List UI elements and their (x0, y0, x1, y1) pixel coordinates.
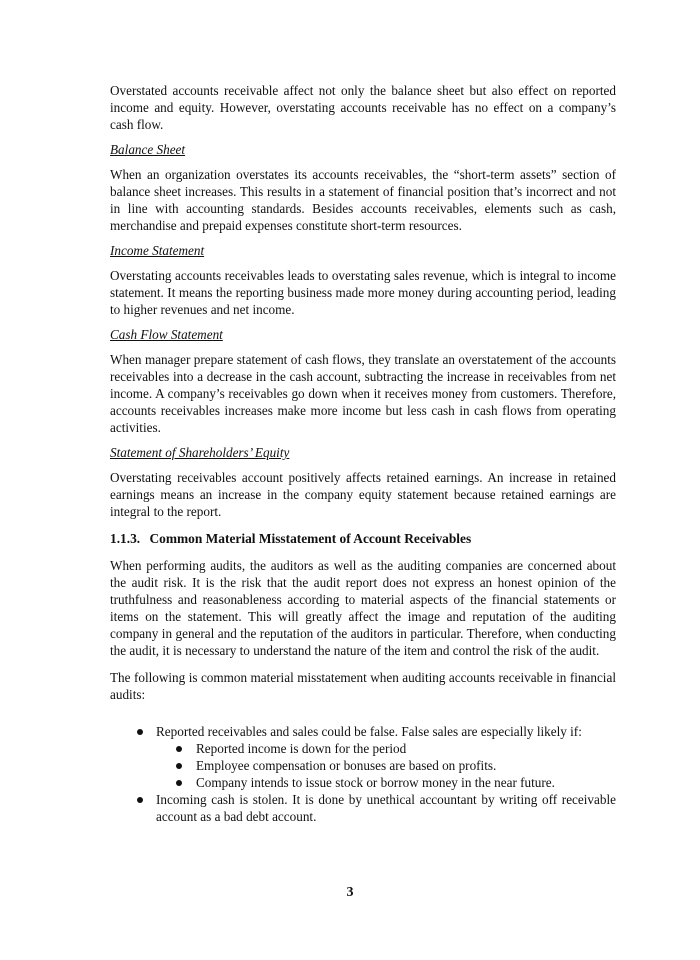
cash-flow-heading: Cash Flow Statement (110, 327, 223, 342)
list-item-text: Reported receivables and sales could be false. False sales are especially likely if: (156, 724, 582, 739)
sub-list-item (156, 774, 616, 791)
bullet-icon (176, 780, 182, 786)
income-statement-heading: Income Statement (110, 243, 205, 258)
audit-risk-paragraph: When performing audits, the auditors as well as the auditing companies are concerned about the audit risk. It is the risk that the audit report does not express an honest opinion of the truthfulness and reasonableness according to material aspects of the financial statements or items on the statement. This will greatly affect the image and reputation of the auditing company in general and the reputation of the auditors in particular. Therefore, when conducting the audit, it is necessary to understand the nature of the item and control the risk of the audit. (110, 558, 616, 658)
balance-sheet-paragraph: When an organization overstates its accounts receivables, the “short-term assets” section of balance sheet increases. This results in a statement of financial position that’s incorrect and not in line with accounting standards. Besides accounts receivables, elements such as cash, merchandise and prepaid expenses constitute short-term resources. (110, 167, 616, 233)
cash-flow-paragraph: When manager prepare statement of cash flows, they translate an overstatement of the accounts receivables into a decrease in the cash account, subtracting the increase in receivables from net income. A company’s receivables go down when it receives money from customers. Therefore, accounts receivables increases make more income but less cash in cash flows from operating activities. (110, 352, 616, 435)
balance-sheet-heading: Balance Sheet (110, 142, 186, 157)
misstatement-list (110, 723, 616, 825)
document-body (110, 82, 616, 825)
sub-list (156, 740, 616, 791)
list-item (110, 791, 616, 825)
sub-list-item (156, 740, 616, 757)
list-item-text: Incoming cash is stolen. It is done by unethical accountant by writing off receivable account as a bad debt account. (156, 792, 616, 824)
page-number: 3 (346, 885, 354, 900)
bullet-icon (137, 729, 143, 735)
intro-paragraph: Overstated accounts receivable affect not only the balance sheet but also effect on reported income and equity. However, overstating accounts receivable has no effect on a company’s cash flow. (110, 83, 616, 132)
equity-paragraph: Overstating receivables account positively affects retained earnings. An increase in retained earnings means an increase in the company equity statement because retained earnings are integral to the report. (110, 470, 616, 519)
section-title-text: Common Material Misstatement of Account Receivables (149, 531, 472, 546)
bullet-icon (176, 763, 182, 769)
sub-list-item-text: Company intends to issue stock or borrow money in the near future. (196, 775, 555, 790)
income-statement-paragraph: Overstating accounts receivables leads to overstating sales revenue, which is integral to income statement. It means the reporting business made more money during accounting period, leading to higher revenues and net income. (110, 268, 616, 317)
list-item (110, 723, 616, 791)
section-title (110, 530, 616, 547)
bullet-icon (137, 797, 143, 803)
section-number: 1.1.3. (110, 531, 141, 546)
bullet-icon (176, 746, 182, 752)
sub-list-item-text: Employee compensation or bonuses are based on profits. (196, 758, 497, 773)
sub-list-item (156, 757, 616, 774)
equity-heading: Statement of Shareholders’ Equity (110, 445, 290, 460)
misstatement-intro-paragraph: The following is common material misstatement when auditing accounts receivable in financial audits: (110, 670, 616, 702)
sub-list-item-text: Reported income is down for the period (196, 741, 407, 756)
